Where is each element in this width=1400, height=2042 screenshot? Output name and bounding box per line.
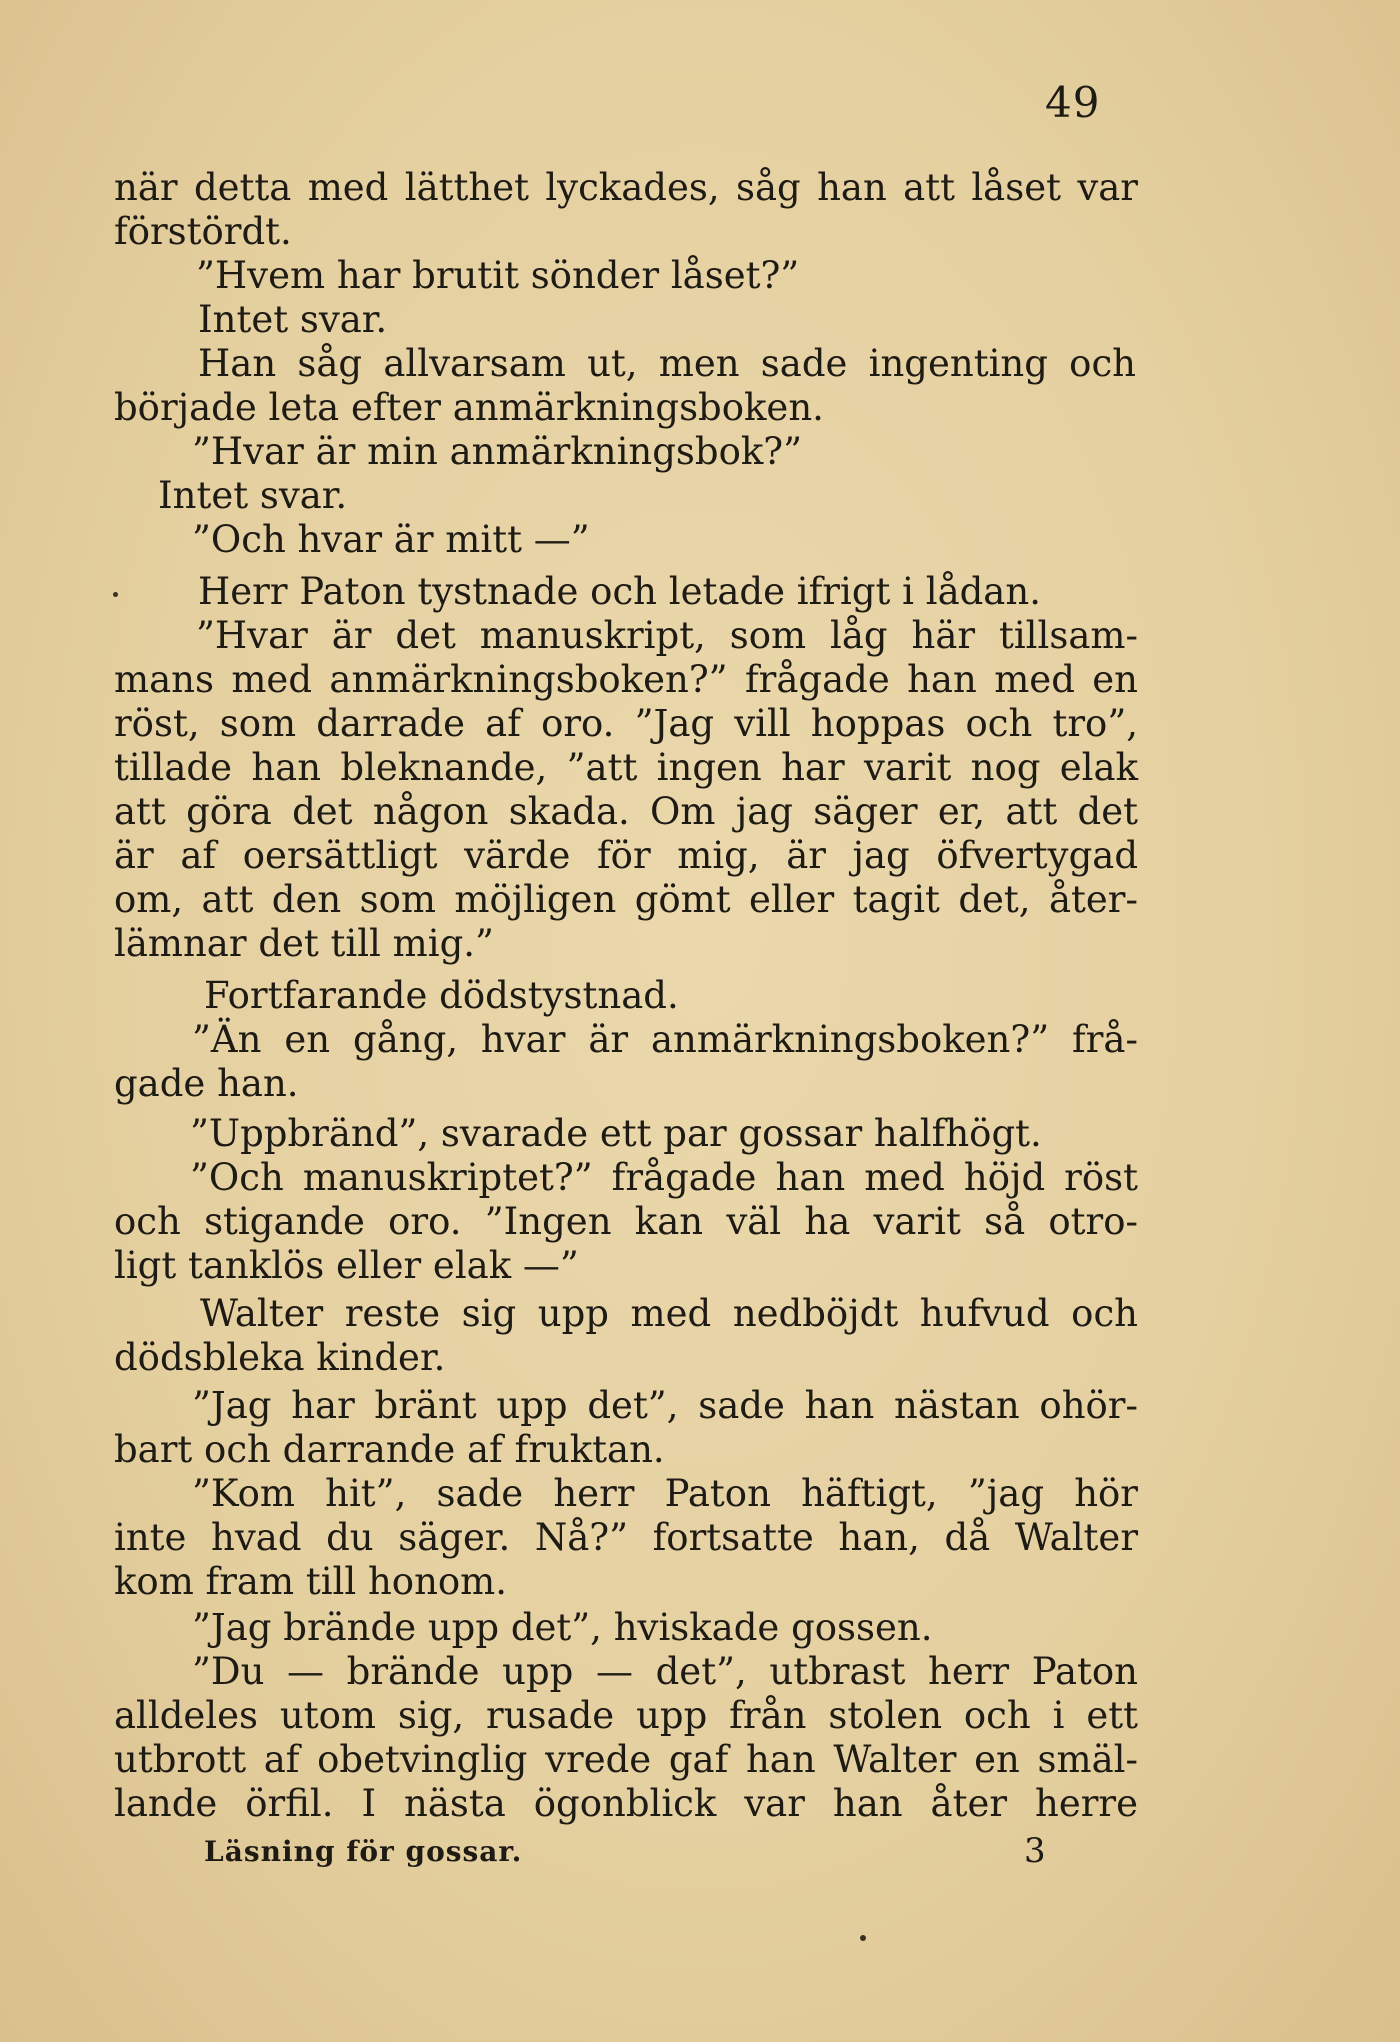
text-line: Intet svar. (158, 474, 348, 517)
footer-signature: 3 (1024, 1831, 1046, 1871)
text-line: ”Hvem har brutit sönder låset?” (196, 254, 800, 297)
ink-speck (113, 592, 118, 597)
text-line: Intet svar. (198, 298, 388, 341)
text-line: om, att den som möjligen gömt eller tagit det, åter- (114, 878, 1138, 921)
text-line: ”Än en gång, hvar är anmärkningsboken?” frå- (192, 1018, 1138, 1061)
text-line: gade han. (114, 1062, 299, 1105)
text-line: ligt tanklös eller elak —” (114, 1244, 579, 1287)
text-line: ”Du — brände upp — det”, utbrast herr Paton (192, 1650, 1138, 1693)
text-line: Han såg allvarsam ut, men sade ingenting och (198, 342, 1136, 385)
text-line: Fortfarande dödstystnad. (204, 974, 679, 1017)
text-line: röst, som darrade af oro. ”Jag vill hoppas och tro”, (114, 702, 1138, 745)
text-line: bart och darrande af fruktan. (114, 1428, 665, 1471)
text-line: ”Hvar är min anmärkningsbok?” (192, 430, 803, 473)
text-line: lämnar det till mig.” (114, 922, 494, 965)
page-number: 49 (1045, 78, 1101, 127)
text-line: mans med anmärkningsboken?” frågade han med en (114, 658, 1138, 701)
text-line: ”Kom hit”, sade herr Paton häftigt, ”jag hör (192, 1472, 1138, 1515)
text-line: ”Uppbränd”, svarade ett par gossar halfhögt. (190, 1112, 1042, 1155)
footer-book-title: Läsning för gossar. (204, 1835, 523, 1868)
text-line: inte hvad du säger. Nå?” fortsatte han, då Walter (114, 1516, 1138, 1559)
text-line: ”Jag har bränt upp det”, sade han nästan ohör- (192, 1384, 1138, 1427)
text-line: och stigande oro. ”Ingen kan väl ha varit så otro- (114, 1200, 1138, 1243)
text-line: ”Och manuskriptet?” frågade han med höjd röst (190, 1156, 1138, 1199)
text-line: dödsbleka kinder. (114, 1336, 446, 1379)
text-line: ”Hvar är det manuskript, som låg här tillsam- (196, 614, 1138, 657)
text-line: Herr Paton tystnade och letade ifrigt i lådan. (198, 570, 1041, 613)
text-line: började leta efter anmärkningsboken. (114, 386, 824, 429)
text-line: Walter reste sig upp med nedböjdt hufvud och (200, 1292, 1138, 1335)
text-line: kom fram till honom. (114, 1560, 508, 1603)
text-line: tillade han bleknande, ”att ingen har varit nog elak (114, 746, 1138, 789)
text-line: när detta med lätthet lyckades, såg han att låset var (114, 166, 1138, 209)
ink-speck (860, 1935, 866, 1941)
text-line: alldeles utom sig, rusade upp från stolen och i ett (114, 1694, 1138, 1737)
text-line: förstördt. (114, 210, 292, 253)
text-line: utbrott af obetvinglig vrede gaf han Walter en smäl- (114, 1738, 1138, 1781)
text-line: ”Och hvar är mitt —” (192, 518, 590, 561)
text-line: att göra det någon skada. Om jag säger er, att det (114, 790, 1138, 833)
text-line: ”Jag brände upp det”, hviskade gossen. (192, 1606, 933, 1649)
text-line: lande örfil. I nästa ögonblick var han åter herre (114, 1782, 1138, 1825)
text-line: är af oersättligt värde för mig, är jag öfvertygad (114, 834, 1138, 877)
